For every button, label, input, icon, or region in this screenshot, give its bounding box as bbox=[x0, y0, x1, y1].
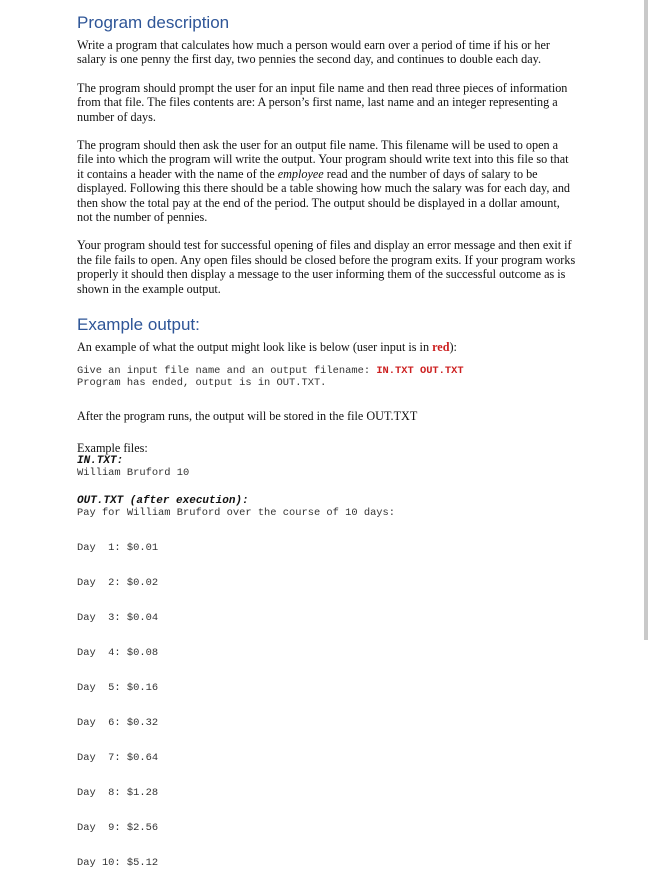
intro-red-word: red bbox=[432, 340, 450, 355]
program-description-heading: Program description bbox=[77, 13, 230, 32]
paragraph-3-start: The program should then ask the user for an output file name. This filename will be used to open a file into which the program will write the output. Your program should write text into this file so that it contains a header with the name of the bbox=[77, 138, 569, 181]
intro-text: An example of what the output might look like is below (user input is in bbox=[77, 340, 433, 355]
paragraph-2: The program should prompt the user for an input file name and then read three pieces of information from that file. The files contents are: A person’s first name, last name and an integer representing a number of days. bbox=[77, 80, 568, 124]
day-line: Day 3: $0.04 bbox=[77, 612, 159, 625]
day-line: Day 4: $0.08 bbox=[77, 647, 159, 660]
document-content bbox=[77, 12, 577, 893]
out-file-block bbox=[77, 495, 577, 893]
console-user-input: IN.TXT OUT.TXT bbox=[376, 364, 464, 377]
day-line: Day 10: $5.12 bbox=[77, 857, 159, 870]
day-line: Day 6: $0.32 bbox=[77, 717, 159, 730]
paragraph-4: Your program should test for successful opening of files and display an error message and then exit if the file fails to open. Any open files should be closed before the program exits. If your program works properly it should then display a message to the user informing them of the successful outcome as is shown in the example output. bbox=[77, 238, 576, 296]
paragraph-1: Write a program that calculates how much a person would earn over a period of time if his or her salary is one penny the first day, two pennies the second day, and continues to double each day. bbox=[77, 38, 550, 67]
intro-close: ): bbox=[449, 340, 457, 355]
example-intro bbox=[77, 340, 577, 354]
page-edge-shadow bbox=[644, 0, 648, 640]
in-file-label: IN.TXT: bbox=[77, 455, 124, 468]
paragraph-3-end: read and the number of days of salary to be displayed. Following this there should be a table showing how much the salary was for each day, and then show the total pay at the end of the period. The output should be displayed in a dollar amount, not the number of pennies. bbox=[77, 166, 571, 225]
example-output-heading: Example output: bbox=[77, 315, 200, 335]
paragraph-3-emphasis: employee bbox=[277, 166, 324, 181]
out-file-header: Pay for William Bruford over the course of 10 days: bbox=[77, 507, 396, 520]
console-sample bbox=[77, 365, 577, 389]
after-run-text: After the program runs, the output will be stored in the file OUT.TXT bbox=[77, 408, 418, 423]
day-line: Day 7: $0.64 bbox=[77, 752, 159, 765]
example-files-label: Example files: bbox=[77, 440, 148, 455]
out-file-day-list bbox=[77, 519, 577, 893]
day-line: Day 5: $0.16 bbox=[77, 682, 159, 695]
in-file-block bbox=[77, 455, 577, 479]
in-file-content: William Bruford 10 bbox=[77, 467, 190, 480]
day-line: Day 2: $0.02 bbox=[77, 577, 159, 590]
out-file-label: OUT.TXT (after execution): bbox=[77, 495, 249, 508]
day-line: Day 1: $0.01 bbox=[77, 542, 159, 555]
day-line: Day 8: $1.28 bbox=[77, 787, 159, 800]
console-prompt-line bbox=[77, 365, 577, 377]
console-prompt: Give an input file name and an output filename: bbox=[77, 364, 377, 377]
paragraph-3 bbox=[77, 138, 577, 224]
day-line: Day 9: $2.56 bbox=[77, 822, 159, 835]
console-result-line: Program has ended, output is in OUT.TXT. bbox=[77, 376, 327, 389]
